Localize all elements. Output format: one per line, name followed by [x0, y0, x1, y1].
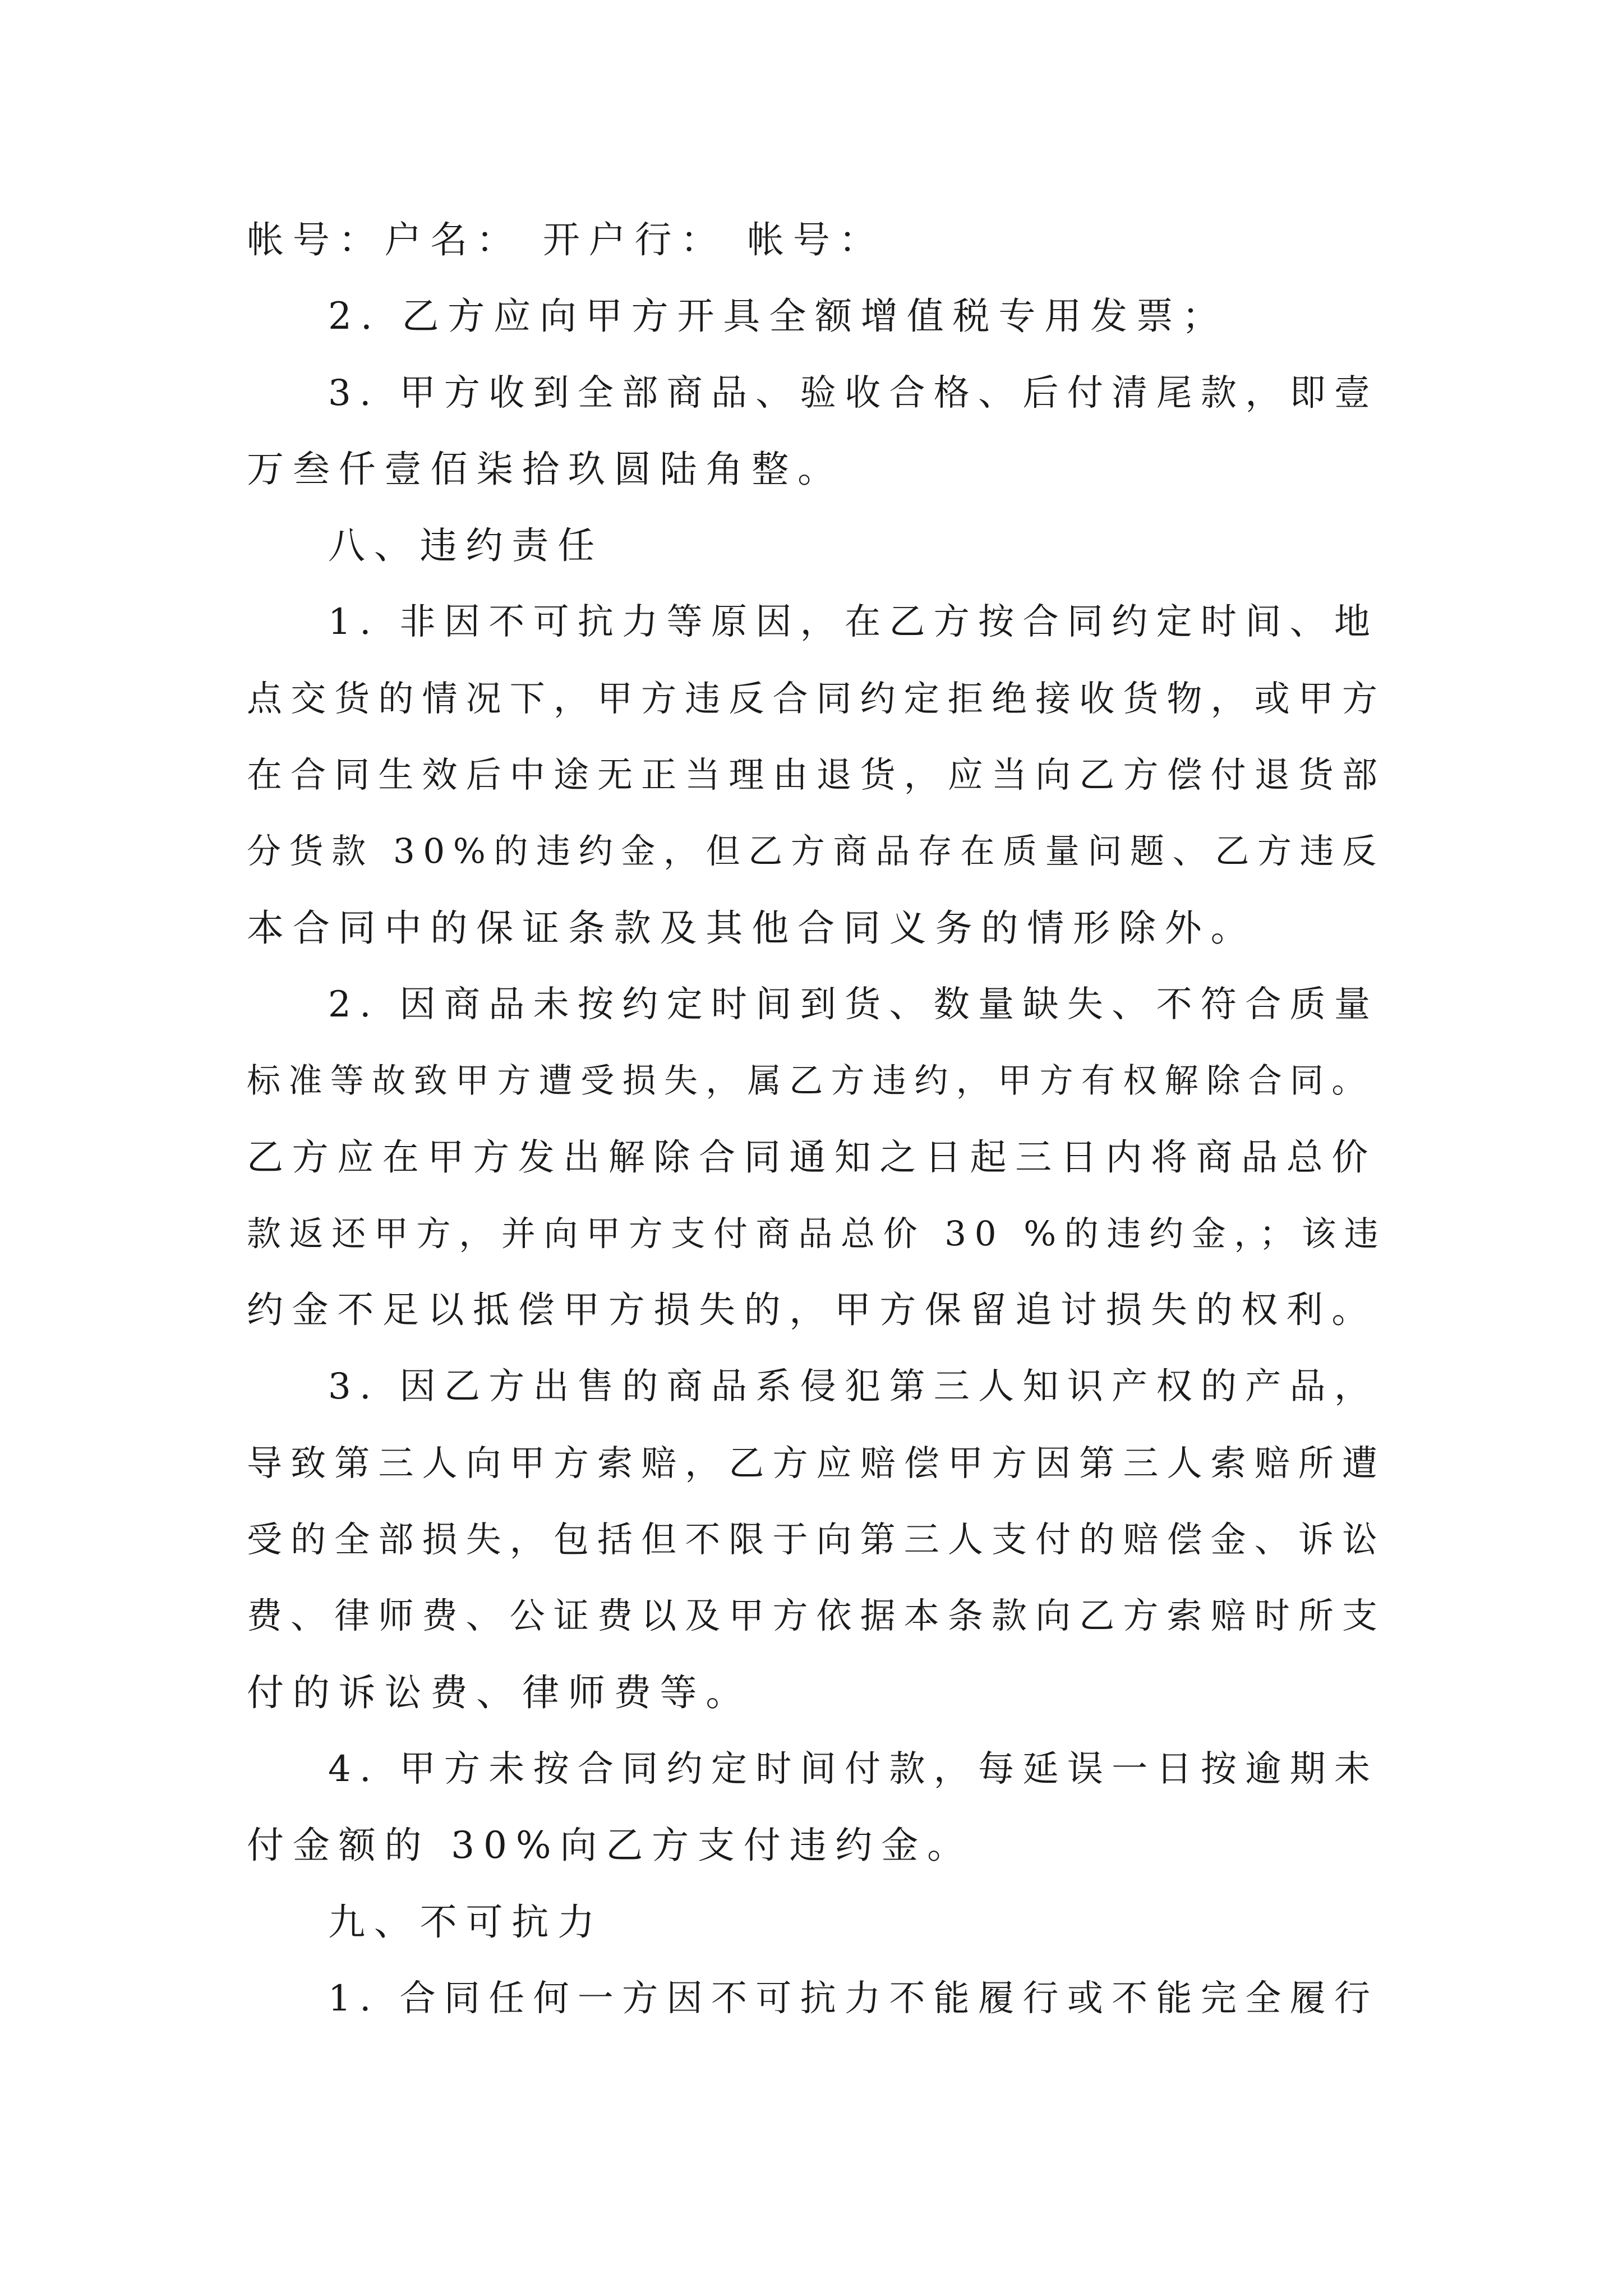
text-line: 1. 非因不可抗力等原因，在乙方按合同约定时间、地 [328, 601, 1379, 643]
text-line: 点交货的情况下，甲方违反合同约定拒绝接收货物，或甲方 [247, 678, 1386, 719]
text-line: 导致第三人向甲方索赔，乙方应赔偿甲方因第三人索赔所遭 [247, 1442, 1386, 1484]
document-body [247, 202, 1391, 2037]
text-line: 4. 甲方未按合同约定时间付款，每延误一日按逾期未 [328, 1748, 1379, 1790]
text-line: 付金额的 30%向乙方支付违约金。 [247, 1824, 973, 1867]
text-line: 付的诉讼费、律师费等。 [247, 1671, 752, 1714]
text-line: 款返还甲方，并向甲方支付商品总价 30 %的违约金，；该违 [247, 1213, 1387, 1254]
text-line: 帐号：户名： 开户行： 帐号： [247, 218, 885, 261]
text-line: 受的全部损失，包括但不限于向第三人支付的赔偿金、诉讼 [247, 1519, 1386, 1561]
text-line: 2. 因商品未按约定时间到货、数量缺失、不符合质量 [328, 983, 1379, 1025]
text-line: 万叁仟壹佰柒拾玖圆陆角整。 [247, 447, 843, 491]
text-line: 约金不足以抵偿甲方损失的，甲方保留追讨损失的权利。 [247, 1289, 1377, 1332]
text-line: 费、律师费、公证费以及甲方依据本条款向乙方索赔时所支 [247, 1595, 1386, 1637]
text-line: 1. 合同任何一方因不可抗力不能履行或不能完全履行 [328, 1977, 1379, 2019]
text-line: 3. 甲方收到全部商品、验收合格、后付清尾款，即壹 [328, 372, 1379, 414]
text-line: 本合同中的保证条款及其他合同义务的情形除外。 [247, 906, 1257, 950]
text-line: 乙方应在甲方发出解除合同通知之日起三日内将商品总价 [247, 1136, 1377, 1179]
text-line: 3. 因乙方出售的商品系侵犯第三人知识产权的产品， [328, 1366, 1379, 1408]
text-line: 八、违约责任 [328, 524, 604, 568]
text-line: 标准等故致甲方遭受损失，属乙方违约，甲方有权解除合同。 [247, 1061, 1373, 1101]
text-line: 九、不可抗力 [328, 1900, 604, 1944]
text-line: 2. 乙方应向甲方开具全额增值税专用发票； [328, 295, 1228, 338]
text-line: 分货款 30%的违约金，但乙方商品存在质量问题、乙方违反 [247, 831, 1385, 872]
text-line: 在合同生效后中途无正当理由退货，应当向乙方偿付退货部 [247, 754, 1386, 796]
